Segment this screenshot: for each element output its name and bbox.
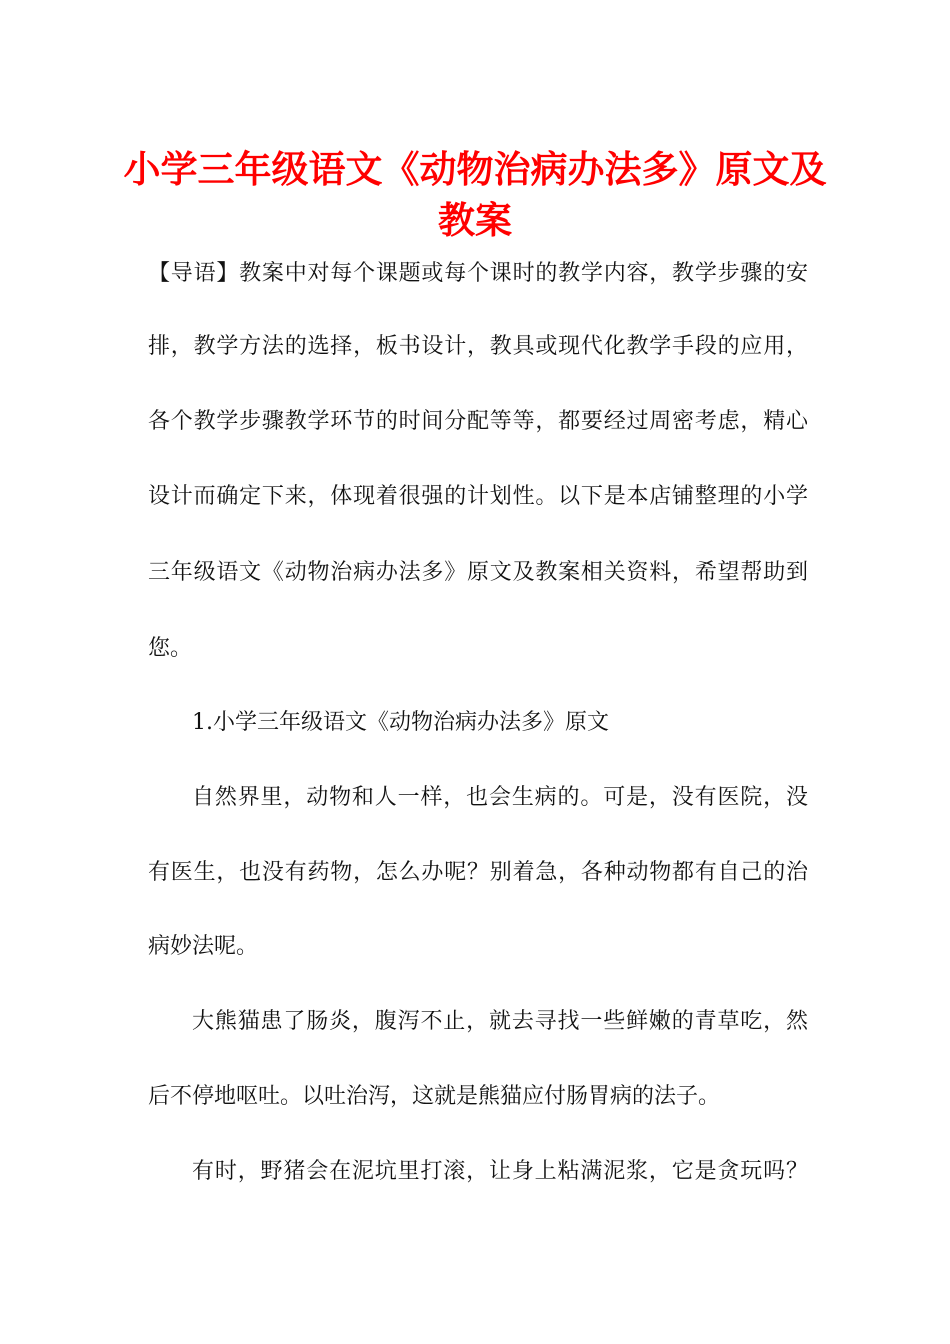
- intro-text-line: 【导语】教案中对每个课题或每个课时的教学内容，教学步骤的安: [148, 261, 808, 286]
- body-text-line: 有医生，也没有药物，怎么办呢？别着急，各种动物都有自己的治: [148, 860, 808, 885]
- intro-text-line: 排，教学方法的选择，板书设计，教具或现代化教学手段的应用，: [148, 334, 808, 359]
- intro-text-line: 三年级语文《动物治病办法多》原文及教案相关资料，希望帮助到: [148, 560, 808, 585]
- intro-text-line: 设计而确定下来，体现着很强的计划性。以下是本店铺整理的小学: [148, 484, 808, 509]
- body-text-line: 自然界里，动物和人一样，也会生病的。可是，没有医院，没: [192, 785, 808, 810]
- body-text-line: 大熊猫患了肠炎，腹泻不止，就去寻找一些鲜嫩的青草吃，然: [192, 1009, 808, 1034]
- document-title-line-2: 教案: [438, 199, 512, 242]
- section-heading: 1.小学三年级语文《动物治病办法多》原文: [192, 710, 609, 735]
- body-text-line: 后不停地呕吐。以吐治泻，这就是熊猫应付肠胃病的法子。: [148, 1084, 721, 1109]
- intro-text-line: 各个教学步骤教学环节的时间分配等等，都要经过周密考虑，精心: [148, 409, 808, 434]
- document-title-line-1: 小学三年级语文《动物治病办法多》原文及: [123, 148, 827, 191]
- body-text-line: 有时，野猪会在泥坑里打滚，让身上粘满泥浆，它是贪玩吗？: [192, 1159, 808, 1184]
- body-text-line: 病妙法呢。: [148, 934, 259, 959]
- intro-text-line: 您。: [148, 636, 193, 661]
